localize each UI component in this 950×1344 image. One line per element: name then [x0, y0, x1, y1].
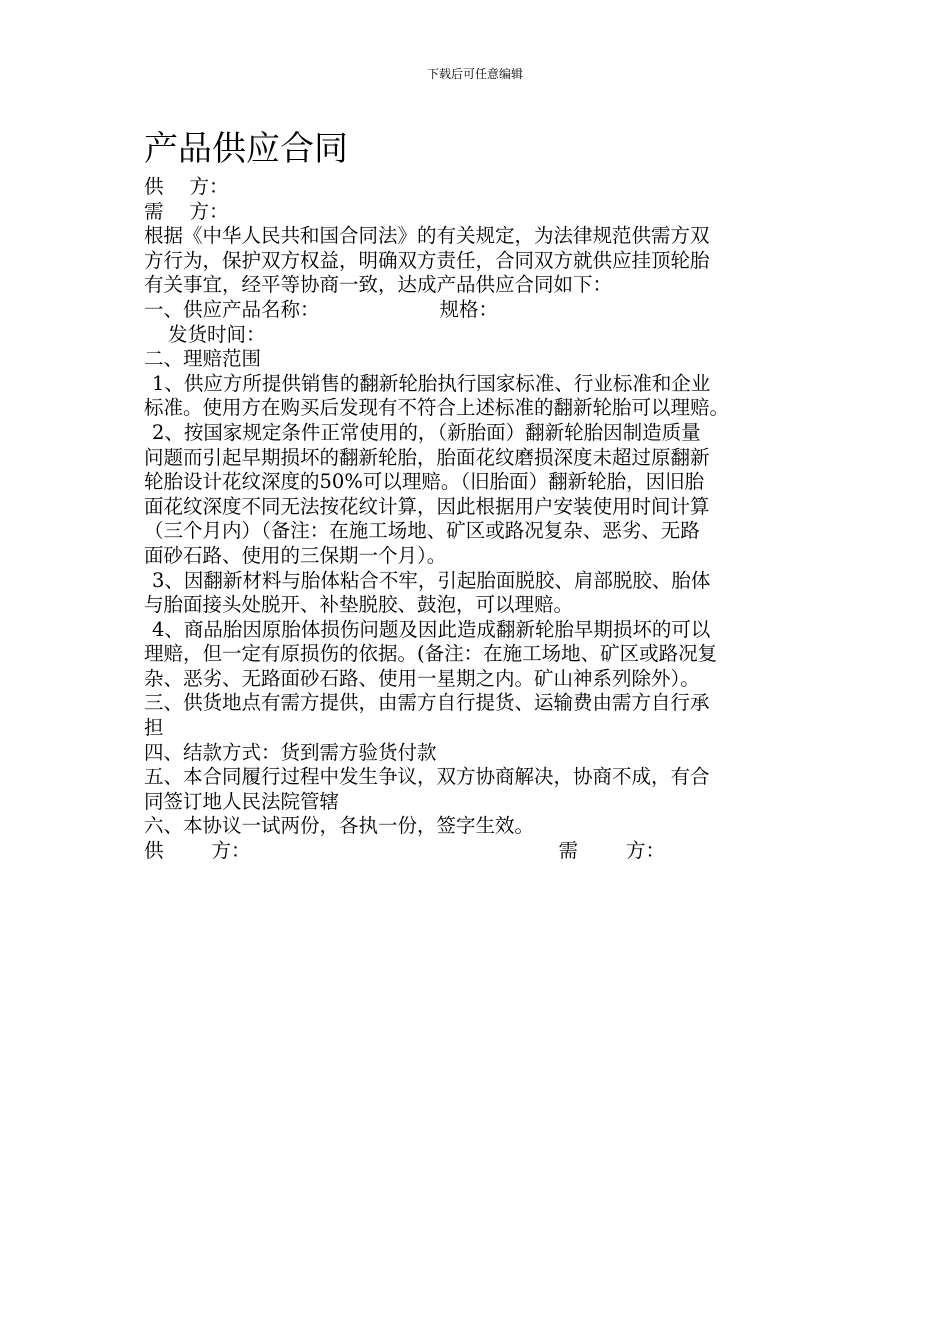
section-3-line: 担 [144, 716, 164, 740]
claim-line: 轮胎设计花纹深度的50%可以理赔。（旧胎面）翻新轮胎，因旧胎 [144, 470, 705, 494]
intro-paragraph [144, 224, 806, 298]
intro-line: 有关事宜，经平等协商一致，达成产品供应合同如下： [144, 273, 613, 297]
claim-line: 1、供应方所提供销售的翻新轮胎执行国家标准、行业标准和企业 [152, 371, 711, 395]
claim-line: 问题而引起早期损坏的翻新轮胎，胎面花纹磨损深度未超过原翻新 [144, 445, 710, 469]
signature-supplier-a: 供 [144, 839, 164, 863]
intro-line: 根据《中华人民共和国合同法》的有关规定，为法律规范供需方双 [144, 224, 710, 248]
claim-line: 理赔，但一定有原损伤的依据。(备注：在施工场地、矿区或路况复 [144, 642, 718, 666]
spec-label: 规格： [439, 297, 499, 321]
claim-item-4 [144, 618, 806, 692]
section-5 [144, 765, 806, 814]
claim-line: 标准。使用方在购买后发现有不符合上述标准的翻新轮胎可以理赔。 [144, 396, 730, 420]
claim-line: 4、商品胎因原胎体损伤问题及因此造成翻新轮胎早期损坏的可以 [152, 617, 711, 641]
claim-line: 与胎面接头处脱开、补垫脱胶、鼓泡，可以理赔。 [144, 593, 574, 617]
contract-body [144, 175, 806, 864]
claim-line: 面砂石路、使用的三保期一个月）。 [144, 543, 447, 567]
buyer-label-a: 需 [144, 199, 164, 223]
supplier-line [144, 175, 806, 200]
product-name-label: 一、供应产品名称： [144, 297, 320, 321]
ship-time-line: 发货时间： [168, 322, 266, 346]
claim-item-3 [144, 569, 806, 618]
claim-item-2 [144, 421, 806, 569]
section-2-heading: 二、理赔范围 [144, 347, 262, 371]
claim-line: 3、因翻新材料与胎体粘合不牢，引起胎面脱胶、肩部脱胶、胎体 [152, 568, 711, 592]
signature-supplier-b: 方： [211, 839, 251, 863]
claim-line: 2、按国家规定条件正常使用的，（新胎面）翻新轮胎因制造质量 [152, 420, 701, 444]
supplier-label-b: 方： [189, 175, 229, 198]
section-1-product [144, 298, 806, 323]
intro-line: 方行为，保护双方权益，明确双方责任，合同双方就供应挂顶轮胎 [144, 248, 710, 272]
claim-line: 面花纹深度不同无法按花纹计算，因此根据用户安装使用时间计算 [144, 494, 710, 518]
supplier-label-a: 供 [144, 175, 164, 198]
signature-buyer-b: 方： [626, 839, 666, 863]
section-5-line: 五、本合同履行过程中发生争议，双方协商解决，协商不成，有合 [144, 765, 710, 789]
section-3 [144, 691, 806, 740]
claim-line: （三个月内）（备注：在施工场地、矿区或路况复杂、恶劣、无路 [144, 519, 700, 543]
claim-line: 杂、恶劣、无路面砂石路、使用一星期之内。矿山神系列除外）。 [144, 666, 700, 690]
section-5-line: 同签订地人民法院管辖 [144, 789, 340, 813]
signature-buyer-a: 需 [558, 839, 579, 863]
buyer-label-b: 方： [189, 199, 229, 223]
header-note: 下载后可任意编辑 [426, 67, 523, 81]
document-title: 产品供应合同 [144, 129, 348, 169]
buyer-line [144, 200, 806, 225]
signature-line [144, 839, 806, 864]
section-6: 六、本协议一试两份，各执一份，签字生效。 [144, 814, 535, 838]
claim-item-1 [144, 372, 806, 421]
section-3-line: 三、供货地点有需方提供，由需方自行提货、运输费由需方自行承 [144, 691, 710, 715]
section-4: 四、结款方式：货到需方验货付款 [144, 740, 437, 764]
